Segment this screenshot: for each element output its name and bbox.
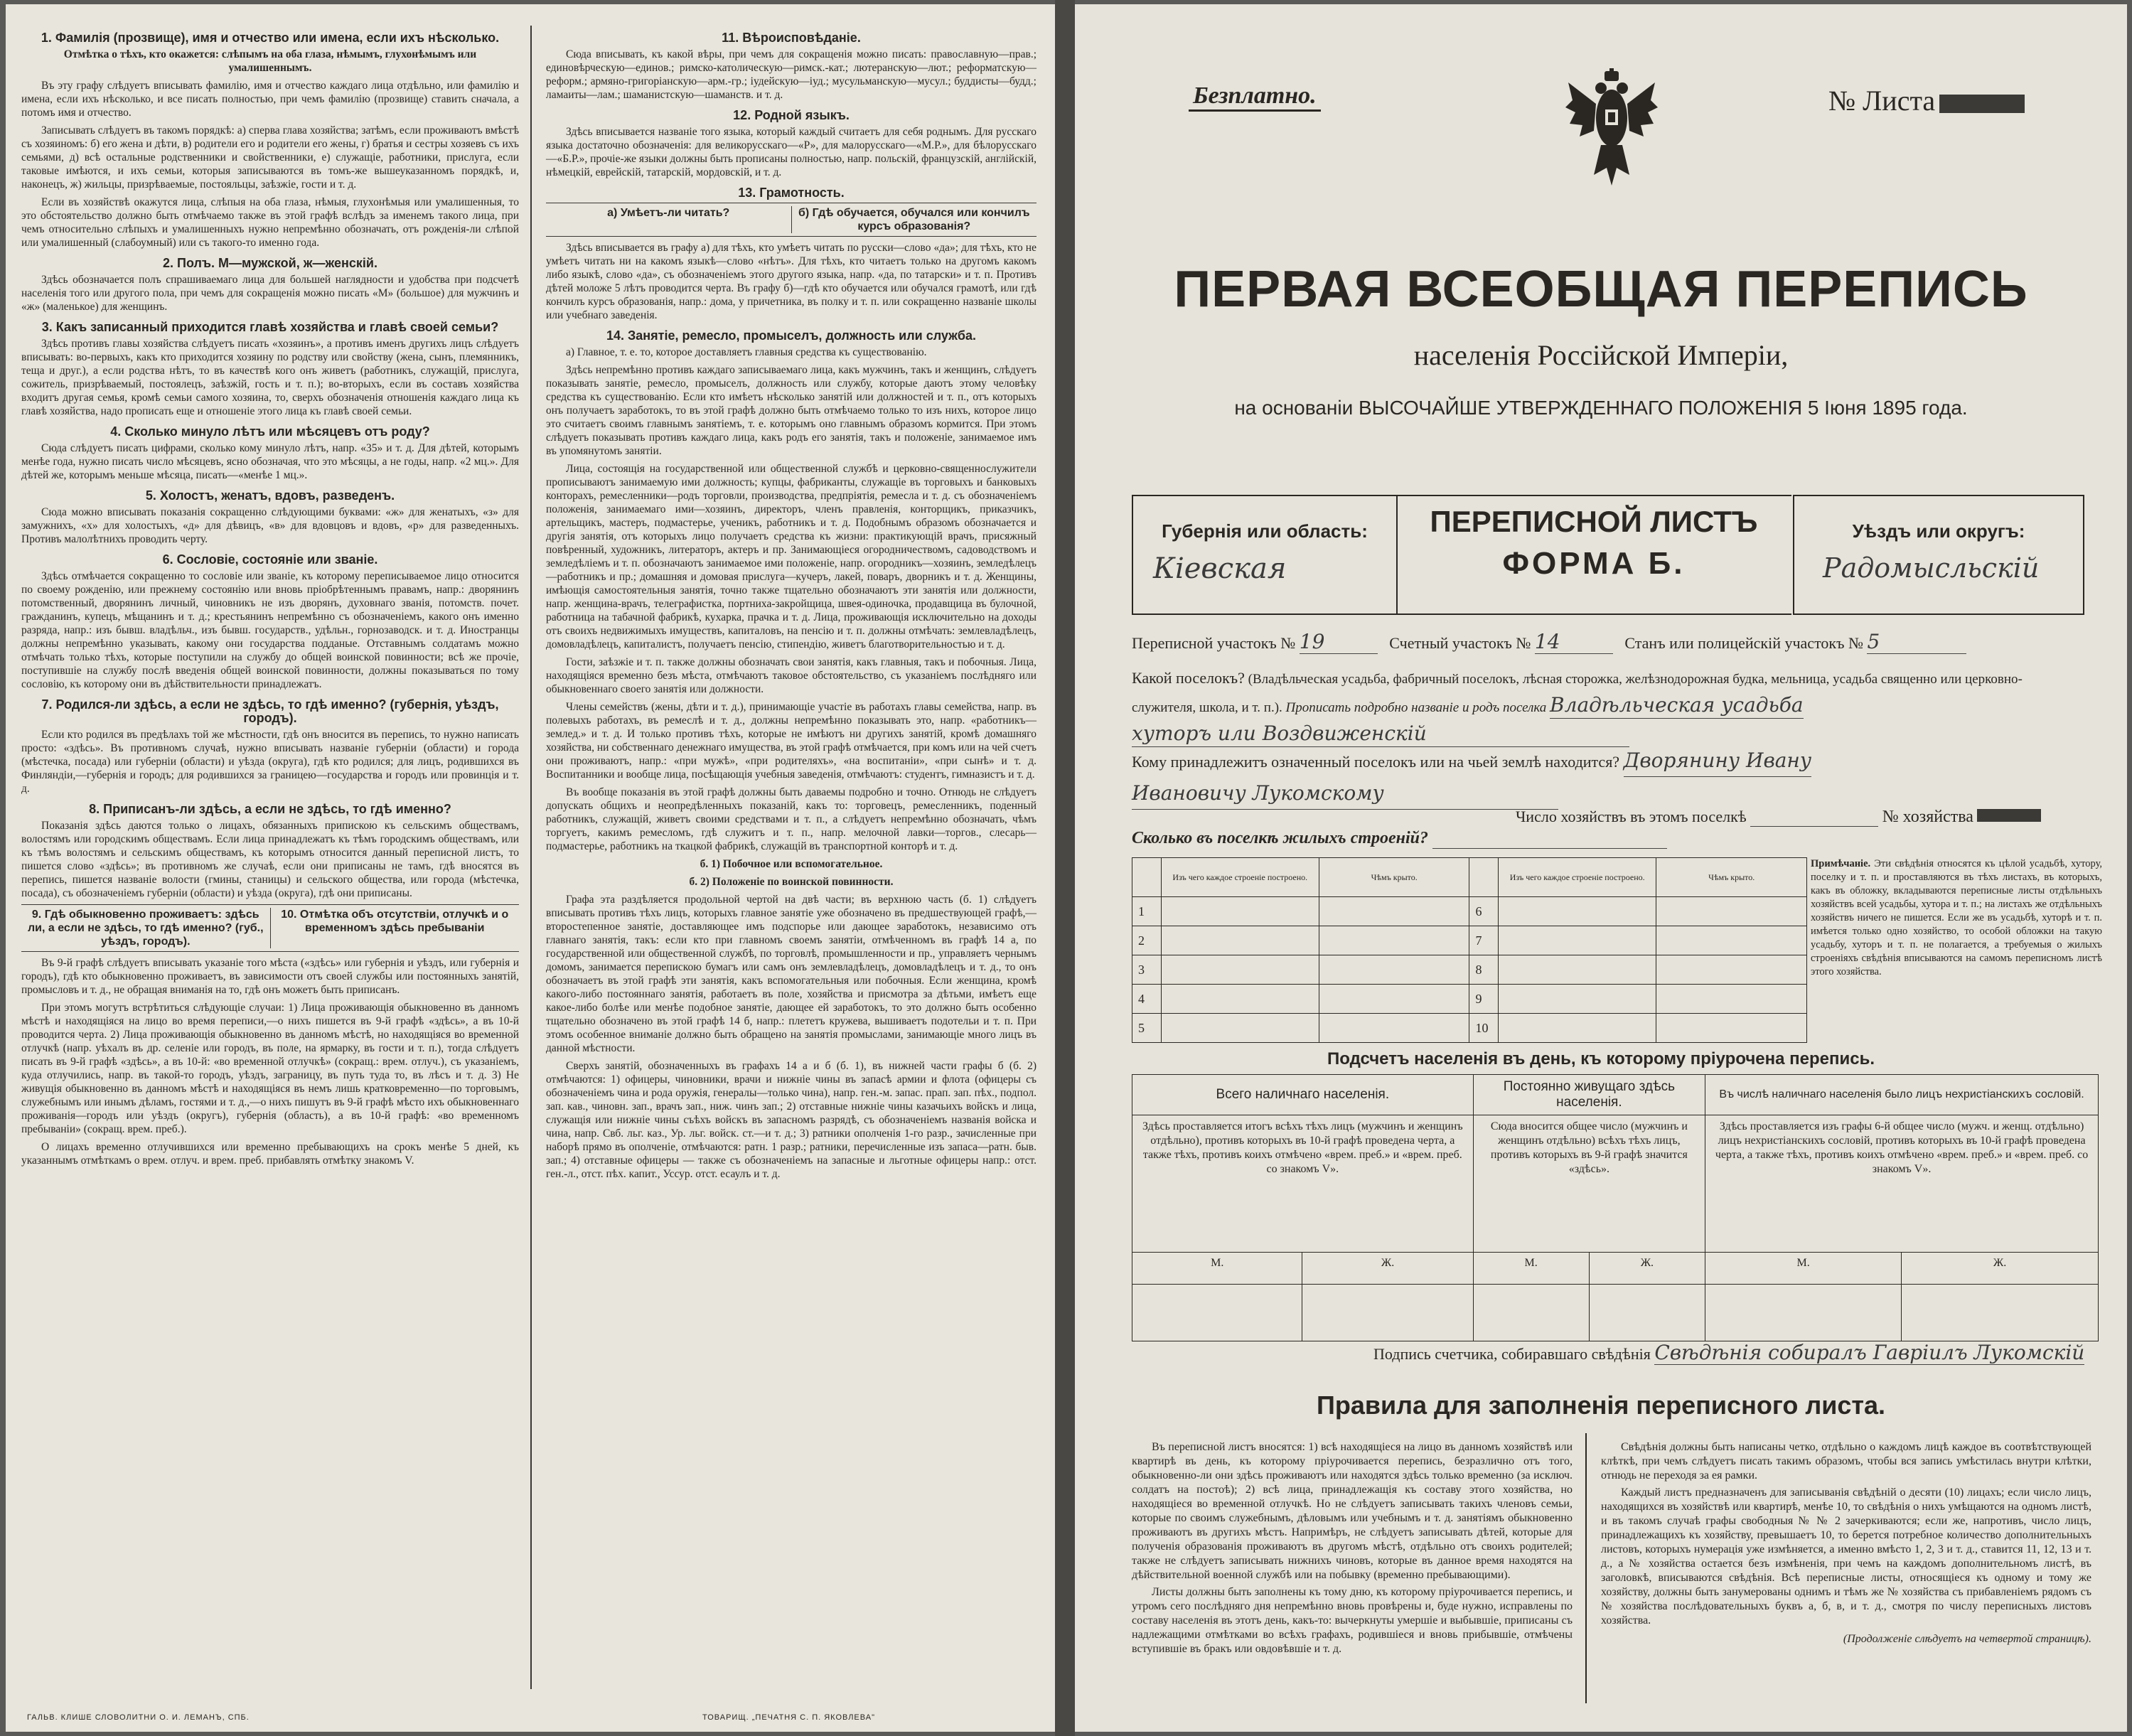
row-number: 8	[1469, 955, 1499, 985]
section-heading: 4. Сколько минуло лѣтъ или мѣсяцевъ отъ роду?	[110, 424, 430, 439]
roof-cell[interactable]	[1319, 926, 1469, 955]
male-label: М.	[1705, 1253, 1902, 1285]
material-cell[interactable]	[1161, 985, 1319, 1014]
governorate-label: Губернія или область:	[1162, 520, 1368, 542]
paragraph: Показанія здѣсь даются только о лицахъ, обязанныхъ припискою къ сельскимъ обществамъ, волостямъ или городскимъ обществамъ. Если лица принадлежатъ къ тѣмъ городскимъ обществамъ, или къ тѣмъ волостямъ и сельскимъ обществамъ, къ которымъ относится данный переписной листъ, то пишется слово «здѣсь»; въ противномъ же случаѣ, если они приписаны не тамъ, гдѣ вносятся въ перепись, пишется названіе волости (гмины, станицы) и сельского общества, или города (мѣстечка, посада), съ обозначеніемъ губерніи (области) и уѣзда (округа), гдѣ они приписаны.	[21, 820, 519, 899]
paragraph: Въ 9-й графѣ слѣдуетъ вписывать указаніе того мѣста («здѣсь» или губернія и уѣздъ, или губернія и городъ), гдѣ кто обыкновенно проживаетъ, въ зависимости отъ своей службы или постоянныхъ занятій, промысловъ и т. д., не обращая вниманія на то, гдѣ онъ можетъ быть приписанъ.	[21, 957, 519, 996]
printer-footer-right: ТОВАРИЩ. „ПЕЧАТНЯ С. П. ЯКОВЛЕВА"	[702, 1713, 875, 1722]
paragraph: Каждый листъ предназначенъ для записыванія свѣдѣній о десяти (10) лицахъ; если число лицъ, находящихся въ хозяйствѣ или квартирѣ, менѣе 10, то свѣдѣнія о нихъ умѣщаются на одномъ листѣ, и въ такомъ случаѣ графы свободныя № № 2 зачеркиваются; если же, напротивъ, число лицъ, принадлежащихъ къ хозяйству, превышаетъ 10, то берется потребное количество дополнительныхъ листовъ, которыхъ нумерація уже измѣняется, а именно вмѣсто 1, 2, 3 и т. д., ставится 11, 12, 13 и т. д., а № хозяйства остается безъ измѣненія, при чемъ на каждомъ дополнительномъ листѣ, въ заголовкѣ, вписываются свѣдѣнія. Всѣ переписные листы, относящіеся къ одному и тому же хозяйству, должны быть занумерованы однимъ и тѣмъ же № хозяйства съ прибавленіемъ рядомъ съ № хозяйства послѣдовательныхъ буквъ а, б, в, и т. д., смотря по числу переписныхъ листовъ хозяйства.	[1601, 1486, 2091, 1627]
form-title-cell	[1396, 495, 1791, 615]
rules-heading: Правила для заполненія переписного листа.	[1316, 1391, 1886, 1420]
households-line	[1516, 808, 2041, 827]
non-christian-instructions: Здѣсь проставляется изъ графы 6-й общее число (мужч. и женщ. отдѣльно) лицъ нехристіанскихъ сословій, противъ которыхъ въ 10-й графѣ проведена черта, а также тѣхъ, противъ коихъ отмѣчено «врем. преб.» и «врем. преб. со знакомъ V».	[1705, 1115, 2099, 1253]
instructions-page	[6, 4, 1055, 1732]
material-cell[interactable]	[1499, 1014, 1656, 1043]
material-header: Изъ чего каждое строеніе построено.	[1499, 858, 1656, 897]
paragraph: Сверхъ занятій, обозначенныхъ въ графахъ 14 а и б (б. 1), въ нижней части графы б (б. 2) отмѣчаются: 1) офицеры, чиновники, врачи и нижніе чины въ запасѣ армии и флота (офицеры съ обозначеніемъ чина и рода оружія, генералы—только чина), напр. ген.-м. запас. прап. зап. пѣх., подпол. зап. кав., чиновн. зап., врачъ зап., ниж. чинъ зап.; 2) отставные нижніе чины казачьихъ войскъ и лица, служащія или нижніе чины съѣхъ войскъ въ запасномъ разрядѣ, съ обозначеніемъ названія войска и чина, напр. Свб. льг. каз., Ур. льг. войск. ст.—и т. д.; 3) ратники ополченія 1-го разр., зачисленные при наборѣ прямо въ ополченіе, отмѣчаются: ратн. 1 разр.; ратники, перечисленные изъ запаса—ратн. быв. зап.; 4) отставные офицеры — также съ обозначеніемъ на запасные и льготные офицеры напр.: отст. ген.-л., отст. пѣх. капит., Уссур. отст. есаулъ и т. д.	[546, 1060, 1036, 1180]
section-heading: 1. Фамилія (прозвище), имя и отчество или имена, если ихъ нѣсколько.	[41, 31, 500, 45]
signature-label: Подпись счетчика, собиравшаго свѣдѣнія	[1373, 1345, 1651, 1363]
non-christian-header: Въ числѣ наличнаго населенія было лицъ нехристіанскихъ сословій.	[1705, 1075, 2099, 1115]
section-4	[21, 425, 519, 482]
governorate-value[interactable]: Кіевская	[1153, 552, 1287, 585]
row-number: 7	[1469, 926, 1499, 955]
material-cell[interactable]	[1161, 1014, 1319, 1043]
paragraph: О лицахъ временно отлучившихся или временно пребывающихъ на срокъ менѣе 5 дней, къ указаннымъ отмѣткамъ о врем. отлуч. и врем. преб. прибавлять отмѣтку знакомъ V.	[21, 1141, 519, 1167]
section-heading: 8. Приписанъ-ли здѣсь, а если не здѣсь, то гдѣ именно?	[89, 802, 451, 816]
rules-divider	[1585, 1433, 1587, 1703]
settlement-value-2[interactable]: хуторъ или Воздвиженскій	[1132, 721, 1629, 747]
note-text: Эти свѣдѣнія относятся къ цѣлой усадьбѣ, хутору, поселку и т. п. и проставляются въ тѣхъ листахъ, въ которыхъ, какъ въ обложку, вкладываются переписные листы отдѣльныхъ хозяйствъ всей усадьбы, хутора и т. п.; на листахъ же отдѣльныхъ хозяйствъ ничего не пишется. Если же въ усадьбѣ, хуторѣ и т. п. имѣется только одно хозяйство, то особой обложки на такую усадьбу, хуторъ и т. п. не полагается, а требуемыя о жилыхъ строеніяхъ свѣдѣнія вписываются на самомъ переписномъ листѣ этого хозяйства.	[1811, 858, 2102, 977]
row-number: 6	[1469, 897, 1499, 926]
buildings-note	[1811, 857, 2102, 979]
rules-column-2	[1601, 1440, 2091, 1646]
population-count-heading: Подсчетъ населенія въ день, къ которому пріурочена перепись.	[1327, 1049, 1875, 1068]
roof-cell[interactable]	[1319, 955, 1469, 985]
paragraph: Здѣсь отмѣчается сокращенно то сословіе или званіе, къ которому переписываемое лицо относится по своему рожденію, или прежнему состоянію или вновь пріобрѣтеннымъ правамъ, напр.: дворянинъ потомственный, дворянинъ личный, чиновникъ не изъ дворянъ, духовнаго званія, потомств. почет. гражданинъ, купецъ, мѣщанинъ и т. д.; крестьянинъ непремѣнно съ обозначеніемъ, какого онъ именно разряда, напр.: изъ бывш. владѣльч., изъ бывш. государств., удѣльн., горнозаводск. и т. д. Иностранцы должны непремѣнно указывать, какому они государства подданые. Отставнымъ солдатамъ можно отмѣчать только тѣхъ, которые поступили на службу до общей воинской повинности; всѣ же прочіе, поступившіе на службу послѣ введенія общей воинской повинности, должны показываться по тому сословію, къ которому они въ дѣйствительности принадлежатъ.	[21, 570, 519, 690]
printer-footer-left: ГАЛЬВ. КЛИШЕ СЛОВОЛИТНИ О. И. ЛЕМАНЪ, СПБ.	[27, 1713, 250, 1722]
row-number: 10	[1469, 1014, 1499, 1043]
row-number: 1	[1132, 897, 1162, 926]
header-table	[1132, 495, 2084, 612]
population-count-table	[1132, 1074, 2099, 1341]
roof-cell[interactable]	[1319, 985, 1469, 1014]
paragraph: Записывать слѣдуетъ въ такомъ порядкѣ: а) сперва глава хозяйства; затѣмъ, если проживаютъ вмѣстѣ съ хозяиномъ: б) его жена и дѣти, в) родители его и родители его жены, г) братья и сестры хозяевъ съ ихъ семьями, д) всѣ остальные родственники и свойственники, е) служащіе, работники, прислуга, если таковые имѣются, и ихъ семьи, которыя записываются въ томъ-же вышеуказанномъ порядкѣ, и, наконецъ, ж) жильцы, призрѣваемые, постояльцы, заѣзжіе, гости и т. д.	[21, 124, 519, 191]
census-area-value[interactable]: 19	[1300, 630, 1378, 654]
male-count-cell[interactable]	[1473, 1285, 1589, 1341]
male-count-cell[interactable]	[1705, 1285, 1902, 1341]
section-8	[21, 803, 519, 900]
female-label: Ж.	[1589, 1253, 1705, 1285]
section-9-10	[21, 904, 519, 1167]
paragraph: Сюда вписывать, къ какой вѣры, при чемъ для сокращенія можно писать: православную—прав.; единовѣрческую—единов.; римско-католическую—римск.-кат.; лютеранскую—лют.; реформатскую—реформ.; армяно-григоріанскую—арм.-гр.; іудейскую—іуд.; мусульманскую—мусул.; буддисты—будд.; ламаиты—лам.; шаманистскую—шаманств. и т. д.	[546, 48, 1036, 101]
paragraph: Лица, состоящія на государственной или общественной службѣ и церковно-священнослужители прописываютъ занимаемую ими должность; купцы, фабриканты, служащіе въ торговыхъ и банковыхъ конторахъ, ремесленники—родъ торговли, производства, предпріятія, ремесла и т. д. съ обозначеніемъ положенія, занимаемаго ими—хозяинъ, директоръ, членъ правленія, конторщикъ, приказчикъ, артельщикъ, мастеръ, подмастерье, ученикъ, работникъ и т. д. Подобнымъ образомъ обозначается и другія занятія, отъ которыхъ лицо получаетъ средства къ жизни: практикующій врачъ, присяжный повѣренный, художникъ, литераторъ, актеръ и пр. Занимающіеся огородничествомъ, садоводствомъ и земледѣліемъ и т. п. обозначаютъ занимаемое ими положеніе, напр. огородникъ—хозяинъ, земледѣлецъ—работникъ и пр.; домашняя и домовая прислуга—кучеръ, лакей, поваръ, дворникъ и т. д. Женщины, имѣющія самостоятельныя занятія, точно также тщательно обозначаютъ эти занятія или должности, напр. женщина-врачъ, телеграфистка, портниха-закройщица, швея-одиночка, продавщица въ булочной, работница на табачной фабрикѣ, кухарка, прачка и т. д. Лица, проживающія исключительно на доходы отъ своихъ недвижимыхъ имуществъ, капиталовъ, на пенсію и т. п. должны отмѣчать: землевладѣлецъ, домовладѣлецъ, капиталистъ, получаетъ пенсію, стипендію, живетъ благотворительностью и т. д.	[546, 463, 1036, 650]
instructions-column-2	[546, 24, 1036, 1185]
paragraph: а) Главное, т. е. то, которое доставляетъ главныя средства къ существованію.	[566, 346, 927, 358]
roof-header: Чѣмъ крыто.	[1319, 858, 1469, 897]
district-label: Уѣздъ или округъ:	[1852, 520, 2025, 542]
paragraph: Гости, заѣзжіе и т. п. также должны обозначать свои занятія, какъ главныя, такъ и побочныя. Лица, находящіяся временно безъ мѣста, отмѣчаютъ таковое обстоятельство, съ указаніемъ послѣдняго или обыкновеннаго своего занятія или должности.	[546, 656, 1036, 695]
imperial-eagle-icon	[1565, 68, 1658, 189]
section-1	[21, 31, 519, 250]
census-form-page	[1075, 4, 2127, 1732]
paragraph: Въ эту графу слѣдуетъ вписывать фамилію, имя и отчество каждаго лица отдѣльно, или фамилію и имена, если ихъ нѣсколько, и все писать полностью, при чемъ фамилію (прозвище) ставить сначала, а потомъ имя и отчество.	[21, 80, 519, 119]
section-14	[546, 329, 1036, 1181]
settlement-hint: (Владѣльческая усадьба, фабричный поселокъ, лѣсная сторожка, желѣзнодорожная будка, мельница, усадьба священно или церковно-служителя, школа, и т. п.).	[1132, 672, 2023, 715]
roof-header: Чѣмъ крыто.	[1656, 858, 1807, 897]
stan-value[interactable]: 5	[1867, 630, 1966, 654]
stan-label: Станъ или полицейскій участокъ №	[1624, 634, 1863, 652]
continued-note: (Продолженіе слѣдуетъ на четвертой страницѣ).	[1843, 1633, 2091, 1645]
paragraph: Свѣдѣнія должны быть написаны четко, отдѣльно о каждомъ лицѣ каждое въ соотвѣтствующей клѣткѣ, при чемъ слѣдуетъ писать такимъ образомъ, чтобы вся запись умѣстилась внутри клѣтки, отнюдь не переходя за ея рамки.	[1601, 1441, 2091, 1482]
households-value[interactable]	[1750, 808, 1878, 827]
district-cell	[1793, 495, 2084, 615]
paragraph: Здѣсь вписывается въ графу а) для тѣхъ, кто умѣетъ читать по русски—слово «да»; для тѣхъ, кто не умѣетъ читать ни на какомъ языкѣ—слово «нѣтъ». Для тѣхъ, кто читаетъ только на другомъ какомъ либо языкѣ, слово «да», съ обозначеніемъ этого другого языка, напр. «да, по татарски» и т. п. Противъ дѣтей моложе 5 лѣтъ проводится черта. Въ графу б)—гдѣ кто обучается или обучался грамотѣ, или гдѣ кончилъ курсъ образованія, напр.: дома, у причетника, въ полку и т. п. или сокращенно названіе школы или учебнаго заведенія.	[546, 242, 1036, 321]
table-row	[1132, 985, 1807, 1014]
row-number: 2	[1132, 926, 1162, 955]
material-header: Изъ чего каждое строеніе построено.	[1161, 858, 1319, 897]
owner-value-1[interactable]: Дворянину Ивану	[1624, 745, 1812, 777]
paragraph: Члены семействъ (жены, дѣти и т. д.), принимающіе участіе въ работахъ главы семейства, напр. въ полевыхъ работахъ, въ ремеслѣ и т. д., должны непремѣнно показывать это, напр. «работникъ—землед.» и т. д. И только противъ тѣхъ, которые не имѣютъ ни другихъ занятій, кромѣ домашняго хозяйства, ни собственнаго денежнаго имущества, въ этой графѣ отмѣчается, при комъ или на чей счетъ они проживаютъ, напр.: «при мужѣ», «при родителяхъ», «на воспитаніи», «при сынѣ» и т. д. Воспитанники и вообще лица, посѣщающія учебныя заведенія, отмѣчаютъ: студентъ, гимназистъ и т. д.	[546, 701, 1036, 781]
row-number: 3	[1132, 955, 1162, 985]
paragraph: Сюда можно вписывать показанія сокращенно слѣдующими буквами: «ж» для женатыхъ, «з» для замужнихъ, «х» для холостыхъ, «д» для дѣвицъ, «в» для вдовцовъ и вдовъ, «р» для разведенныхъ. Противъ малолѣтнихъ проводить черту.	[21, 506, 519, 545]
table-row	[1132, 897, 1807, 926]
count-area-value[interactable]: 14	[1535, 630, 1613, 654]
free-of-charge-stamp: Безплатно.	[1189, 82, 1321, 112]
sheet-number-box[interactable]	[1939, 95, 2025, 113]
paragraph: Въ вообще показанія въ этой графѣ должны быть даваемы подробно и точно. Отнюдь не слѣдуетъ допускать общихъ и неопредѣленныхъ показаній, какъ то: торговецъ, ремесленникъ, поденный работникъ, служащій, живетъ своими средствами и т. п., а слѣдуетъ непремѣнно обозначать, чѣмъ торгуетъ, какимъ ремесломъ, гдѣ служитъ и т. п., напр. мелочной лавки—торгов., слесарь—подмастерье, работникъ на ткацкой фабрикѣ, служащій въ транспортной конторѣ и т. д.	[546, 786, 1036, 852]
roof-cell[interactable]	[1656, 926, 1807, 955]
section-heading: 14. Занятіе, ремесло, промыселъ, должность или служба.	[606, 328, 977, 343]
female-label: Ж.	[1902, 1253, 2099, 1285]
paragraph: При этомъ могутъ встрѣтиться слѣдующіе случаи: 1) Лица проживающія обыкновенно въ данномъ мѣстѣ и находящіяся на лицо во время переписи,—о нихъ пишется въ 9-й графѣ «здѣсь», а въ 10-й проводится черта. 2) Лица проживающія обыкновенно въ данномъ мѣстѣ, но находящіяся во временной отлучкѣ (напр. уѣхалъ въ др. селеніе или городъ, въ поле, на ярмарку, въ гости и т. п.), тогда слѣдуетъ писать въ 9-й графѣ «здѣсь», а въ 10-й: «во временной отлучкѣ» (сокращ.: врем. отлуч.), съ указаніемъ, куда отлучились, напр. въ такой-то городъ, уѣздъ, заграницу, въ путь туда то, въ лѣсъ и т. д. 3) Не живущія обыкновенно въ данномъ мѣстѣ и находящіяся въ немъ лишь кратковременно—по торговымъ, служебнымъ или инымъ дѣламъ, гостями и т. д.,—о нихъ пишутъ въ 9-й графѣ мѣсто ихъ обыкновеннаго проживанія—городъ или уѣздъ (округъ), губернія (область), а въ 10-й графѣ: «во временномъ пребываніи» (сокращ. врем. преб.).	[21, 1002, 519, 1135]
owner-label: Кому принадлежитъ означенный поселокъ или на чьей землѣ находится?	[1132, 753, 1620, 771]
settlement-value-1[interactable]: Владѣльческая усадьба	[1550, 692, 1804, 719]
owner-line	[1132, 745, 2084, 810]
material-cell[interactable]	[1499, 955, 1656, 985]
binding-gutter	[1055, 0, 1075, 1736]
section-heading: 13. Грамотность.	[738, 186, 845, 200]
section-7	[21, 698, 519, 795]
roof-cell[interactable]	[1656, 897, 1807, 926]
permanent-resident-instructions: Сюда вносится общее число (мужчинъ и женщинъ отдѣльно) всѣхъ тѣхъ лицъ, противъ которыхъ въ 9-й графѣ значится «здѣсь».	[1473, 1115, 1705, 1253]
permanent-resident-header: Постоянно живущаго здѣсь населенія.	[1473, 1075, 1705, 1115]
column-divider	[530, 26, 532, 1689]
count-area-label: Счетный участокъ №	[1389, 634, 1531, 652]
paragraph: Графа эта раздѣляется продольной чертой на двѣ части; въ верхнюю часть (б. 1) слѣдуетъ вписывать противъ тѣхъ лицъ, которыхъ главное занятіе уже обозначено въ предшествующей графѣ,—второстепенное занятіе, доставляющее имъ подспорье или дающее заработокъ, независимо отъ главнаго занятія, такъ: если кто при главномъ своемъ занятіи, отмѣченномъ въ графѣ 14 а, по государственной или общественной службѣ, по торговлѣ, промышленности и пр., управляетъ чернымъ домомъ, занимается перепискою бумагъ или самъ онъ землевладѣлецъ, домовладѣлецъ и т. д., то онъ обозначаетъ въ этой графѣ эти занятія, какъ вспомогательныя или побочныя. Если женщина, кромѣ какого-либо постояннаго занятія, работаетъ въ поле, хозяйства и присмотра за дѣтьми, имѣетъ еще какое-либо болѣе или менѣе подобное занятіе, дающее ей заработокъ, то это должно быть особенно тщательно обозначено въ этой графѣ 14 б, напр.: плететъ кружева, вышиваетъ подотельи и т. п. При этомъ особенное вниманіе должно быть обращено на занятія промыслами, занимающіе много лицъ въ данной мѣстности.	[546, 894, 1036, 1054]
literacy-b-heading: б) Гдѣ обучается, обучался или кончилъ курсъ образованія?	[791, 206, 1037, 233]
section-11	[546, 31, 1036, 102]
households-label: Число хозяйствъ въ этомъ поселкѣ	[1516, 808, 1747, 825]
paragraph: Здѣсь непремѣнно противъ каждаго записываемаго лица, какъ мужчинъ, такъ и женщинъ, слѣдуетъ показывать занятіе, ремесло, промыселъ, должность или службу, которые даютъ этому человѣку средства къ существованію. Если кто имѣетъ нѣсколько занятій или должностей и т. п., отъ которыхъ онъ получаетъ заработокъ, то въ этой графѣ должно быть отмѣчаемо только то изъ нихъ, которое лицо это считаетъ своимъ главнымъ занятіемъ, т. е. которымъ оно главнымъ образомъ кормится. При этомъ слѣдуетъ показывать противъ каждаго лица, какъ родъ его занятія, такъ и положеніе, занимаемое имъ въ упомянутомъ занятіи.	[546, 364, 1036, 457]
section-heading: 5. Холостъ, женатъ, вдовъ, разведенъ.	[145, 488, 395, 503]
instructions-column-1	[21, 24, 519, 1172]
section-heading: 6. Сословіе, состояніе или званіе.	[162, 552, 378, 567]
row-number: 9	[1469, 985, 1499, 1014]
form-title: ПЕРЕПИСНОЙ ЛИСТЪ	[1430, 505, 1758, 538]
note-label: Примѣчаніе.	[1811, 858, 1871, 869]
household-number-box[interactable]	[1977, 809, 2041, 822]
district-value[interactable]: Радомысльскій	[1823, 552, 2040, 584]
settlement-line	[1132, 665, 2084, 749]
material-cell[interactable]	[1499, 985, 1656, 1014]
section-2	[21, 257, 519, 314]
section-heading: 3. Какъ записанный приходится главѣ хозяйства и главѣ своей семьи?	[41, 320, 499, 334]
section-heading: 11. Вѣроисповѣданіе.	[722, 31, 861, 45]
section-3	[21, 321, 519, 418]
governorate-cell	[1132, 495, 1398, 615]
male-label: М.	[1473, 1253, 1589, 1285]
material-cell[interactable]	[1161, 955, 1319, 985]
table-row	[1132, 1014, 1807, 1043]
paragraph: Въ переписной листъ вносятся: 1) всѣ находящіеся на лицо въ данномъ хозяйствѣ или квартирѣ въ день, къ которому пріурочивается перепись, безразлично отъ того, обыкновенно-ли они здѣсь проживаютъ или находятся здѣсь только временно (за исключ. солдатъ на постоѣ); 2) всѣ лица, принадлежащія къ составу этого хозяйства, но находящіеся во временной отлучкѣ. Но не слѣдуетъ записывать такихъ членовъ семьи, которые по своимъ служебнымъ, дѣловымъ или учебнымъ и т. д. занятіямъ обыкновенно проживаютъ въ другихъ мѣстъ. Напримѣръ, не слѣдуетъ записывать дѣтей, которые для полученія образованія проживаютъ въ другомъ мѣстѣ, отдѣльно отъ своихъ родителей; также не слѣдуетъ записывать нижнихъ чиновъ, которые въ данное время находятся на дѣйствительной военной службѣ или на побывку (временно пребывающими).	[1132, 1441, 1573, 1581]
paragraph: Листы должны быть заполнены къ тому дню, къ которому пріурочивается перепись, и утромъ сего послѣдняго дня непремѣнно вновь провѣрены и, буде нужно, исправлены по составу населенія въ этотъ день, какъ-то: вычеркнуты умершіе и выбывшіе, приписаны съ надлежащими отмѣтками во всѣхъ графахъ, родившіеся и вновь прибывшіе, отмѣчены вступившіе въ бракъ или овдовѣвшіе и т. д.	[1132, 1586, 1573, 1655]
female-count-cell[interactable]	[1589, 1285, 1705, 1341]
form-variant: ФОРМА Б.	[1502, 546, 1686, 581]
buildings-label: Сколько въ поселкѣ жилыхъ строеній?	[1132, 829, 1428, 847]
buildings-table	[1132, 857, 1807, 1043]
census-area-label: Переписной участокъ №	[1132, 634, 1296, 652]
paragraph: б. 2) Положеніе по воинской повинности.	[689, 876, 894, 888]
paragraph: Здѣсь противъ главы хозяйства слѣдуетъ писать «хозяинъ», а противъ именъ другихъ лицъ слѣдуетъ вписывать: во-первыхъ, какъ кто приходится хозяину по родству или свойству (жена, сынъ, племянникъ, теща и друг.), а если родства нѣтъ, то въ качествѣ кого онъ живетъ (работникъ, служащій, прислуга, сожитель, призрѣваемый, постоялецъ, заѣзжій, гость и т. п.); во-вторыхъ, если въ составъ хозяйства входитъ другая семья, кромѣ семьи самого хозяина, то, сверхъ обозначенія отношенія каждаго лица къ главѣ хозяйства, надо прописать еще и отношеніе этого лица къ главѣ своей семьи.	[21, 338, 519, 417]
section-heading: 12. Родной языкъ.	[733, 108, 850, 122]
roof-cell[interactable]	[1319, 1014, 1469, 1043]
section-5	[21, 489, 519, 546]
legal-basis: на основаніи ВЫСОЧАЙШЕ УТВЕРЖДЕННАГО ПОЛОЖЕНІЯ 5 Іюня 1895 года.	[1234, 397, 1968, 419]
sheet-number-label: № Листа	[1828, 85, 1936, 117]
district-numbers-line	[1132, 630, 1966, 654]
roof-cell[interactable]	[1656, 1014, 1807, 1043]
row-number: 4	[1132, 985, 1162, 1014]
literacy-a-heading: а) Умѣетъ-ли читать?	[607, 207, 730, 219]
table-row	[1132, 926, 1807, 955]
total-present-instructions: Здѣсь проставляется итогъ всѣхъ тѣхъ лицъ (мужчинъ и женщинъ отдѣльно), противъ которыхъ въ 10-й графѣ проведена черта, а также тѣхъ, противъ коихъ отмѣчено «врем. преб.» и «врем. преб. со знакомъ V».	[1132, 1115, 1474, 1253]
female-count-cell[interactable]	[1902, 1285, 2099, 1341]
rules-column-1	[1132, 1440, 1573, 1659]
household-number-label: № хозяйства	[1882, 808, 1973, 826]
section-6	[21, 553, 519, 691]
material-cell[interactable]	[1161, 897, 1319, 926]
sheet-number	[1828, 84, 2025, 117]
total-present-header: Всего наличнаго населенія.	[1132, 1075, 1474, 1115]
settlement-label: Какой поселокъ?	[1132, 669, 1245, 687]
female-count-cell[interactable]	[1302, 1285, 1473, 1341]
enumerator-signature-line	[1373, 1341, 2084, 1365]
paragraph: Сюда слѣдуетъ писать цифрами, сколько кому минуло лѣтъ, напр. «35» и т. д. Для дѣтей, которымъ менѣе года, нужно писать число мѣсяцевъ, ясно обозначая, что это мѣсяцы, а не годы, напр. «2 мц.». Для дѣтей же, которымъ меньше мѣсяца, писать—«менѣе 1 мц.».	[21, 442, 519, 481]
male-count-cell[interactable]	[1132, 1285, 1302, 1341]
owner-value-2[interactable]: Ивановичу Лукомскому	[1132, 778, 1558, 810]
roof-cell[interactable]	[1656, 985, 1807, 1014]
section-heading: 7. Родился-ли здѣсь, а если не здѣсь, то гдѣ именно? (губернія, уѣздъ, городъ).	[41, 697, 499, 725]
page-subtitle: населенія Россійской Имперіи,	[1413, 339, 1789, 371]
roof-cell[interactable]	[1319, 897, 1469, 926]
buildings-line	[1132, 829, 1667, 849]
roof-cell[interactable]	[1656, 955, 1807, 985]
paragraph: Здѣсь вписывается названіе того языка, который каждый считаетъ для себя роднымъ. Для русскаго языка достаточно обозначенія: для великорусскаго—«Р», для малорусскаго—«М.Р.», для бѣлорусскаго—«Б.Р.», прочіе-же языки должны быть прописаны полностью, напр. польскій, французскій, англійскій, нѣмецкій, еврейскій, татарскій, мордовскій, и т. д.	[546, 126, 1036, 178]
signature-value[interactable]: Свѣдѣнія собиралъ Гавріилъ Лукомскій	[1654, 1341, 2085, 1364]
section-13	[546, 186, 1036, 322]
female-label: Ж.	[1302, 1253, 1473, 1285]
paragraph: Если въ хозяйствѣ окажутся лица, слѣпыя на оба глаза, нѣмыя, глухонѣмыя или умалишенныя, то это обстоятельство должно быть отмѣчаемо также въ этой графѣ вслѣдъ за именемъ такого лица, при чемъ относительно слѣпыхъ и умалишенныхъ нужно непремѣнно обозначать, отъ рожденія-ли слѣпой или умалишенный (слабоумный) или съ такого-то именно года.	[21, 196, 519, 249]
paragraph: Если кто родился въ предѣлахъ той же мѣстности, гдѣ онъ вносится въ перепись, то нужно написать просто: «здѣсь». Въ противномъ случаѣ, нужно вписывать названіе губерніи (области) и города (мѣстечка, посада) или губерніи (области) и уѣзда (округа), гдѣ кто родился; для лицъ, родившихся въ Финляндіи,—губернія и городъ; для родившихся за границею—государства и городъ или провинція и т. д.	[21, 729, 519, 795]
section-12	[546, 109, 1036, 179]
buildings-value[interactable]	[1432, 829, 1667, 849]
material-cell[interactable]	[1499, 897, 1656, 926]
section-heading-9: 9. Гдѣ обыкновенно проживаетъ: здѣсь ли, а если не здѣсь, то гдѣ именно? (губ., уѣздъ, городъ).	[27, 909, 264, 948]
settlement-hint-2: Прописать подробно названіе и родъ поселка	[1285, 700, 1547, 715]
material-cell[interactable]	[1499, 926, 1656, 955]
paragraph: б. 1) Побочное или вспомогательное.	[700, 858, 883, 870]
page-title: ПЕРВАЯ ВСЕОБЩАЯ ПЕРЕПИСЬ	[1174, 261, 2028, 318]
male-label: М.	[1132, 1253, 1302, 1285]
section-heading: 2. Полъ. М—мужской, ж—женскій.	[163, 256, 377, 270]
paragraph: Здѣсь обозначается полъ спрашиваемаго лица для большей наглядности и удобства при подсчетѣ населенія того или другого пола, при чемъ для сокращенія можно писать «М» (большое) для мужчинъ и «ж» (маленькое) для женщинъ.	[21, 274, 519, 313]
material-cell[interactable]	[1161, 926, 1319, 955]
section-subheading: Отмѣтка о тѣхъ, кто окажется: слѣпымъ на оба глаза, нѣмымъ, глухонѣмымъ или умалишеннымъ.	[63, 48, 477, 74]
table-row	[1132, 955, 1807, 985]
section-heading-10: 10. Отмѣтка объ отсутствіи, отлучкѣ и о временномъ здѣсь пребываніи	[270, 908, 520, 948]
row-number: 5	[1132, 1014, 1162, 1043]
